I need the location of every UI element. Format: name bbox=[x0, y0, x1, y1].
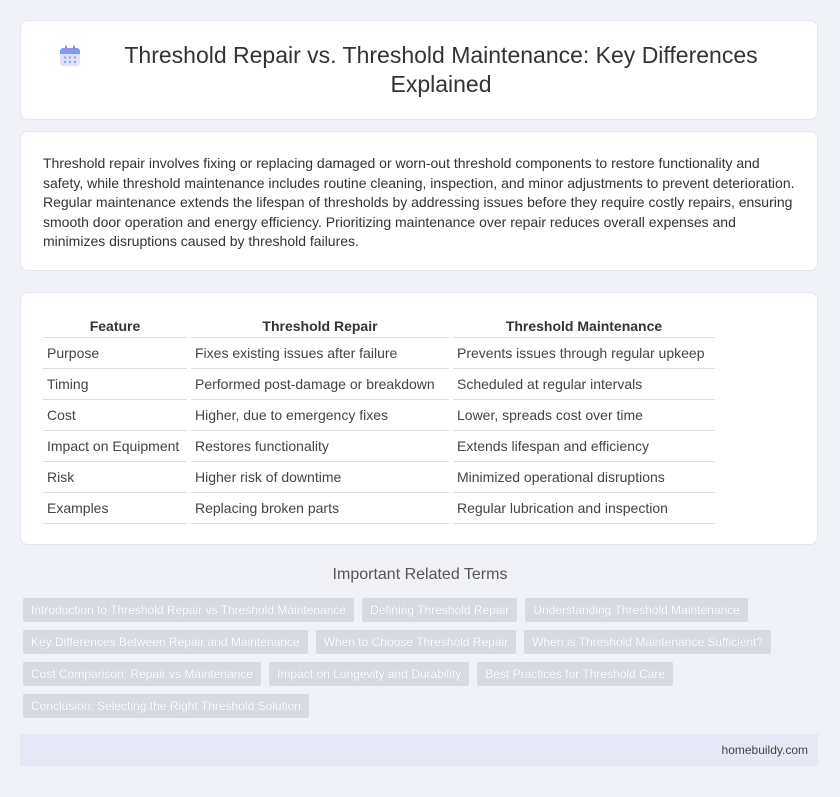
intro-text: Threshold repair involves fixing or replacing damaged or worn-out threshold components to restore functionality and safety, while threshold maintenance includes routine cleaning, inspection, and minor adjustments to prevent deterioration. Regular maintenance extends the lifespan of thresholds by addressing issues before they require costly repairs, ensuring smooth door operation and energy efficiency. Prioritizing maintenance over repair reduces overall expenses and minimizes disruptions caused by threshold failures. bbox=[43, 155, 795, 249]
table-cell: Performed post-damage or breakdown bbox=[191, 369, 449, 400]
table-cell: Extends lifespan and efficiency bbox=[453, 431, 715, 462]
table-row bbox=[43, 462, 715, 493]
intro-card bbox=[20, 131, 818, 271]
table-cell: Regular lubrication and inspection bbox=[453, 493, 715, 524]
table-cell: Minimized operational disruptions bbox=[453, 462, 715, 493]
header-inner bbox=[59, 41, 779, 99]
related-term-tag[interactable]: Impact on Longevity and Durability bbox=[269, 662, 469, 686]
related-terms-title: Important Related Terms bbox=[332, 566, 508, 583]
table-row bbox=[43, 369, 715, 400]
page-title: Threshold Repair vs. Threshold Maintenance: Key Differences Explained bbox=[124, 42, 758, 97]
table-cell: Prevents issues through regular upkeep bbox=[453, 338, 715, 369]
table-cell: Fixes existing issues after failure bbox=[191, 338, 449, 369]
footer-site[interactable]: homebuildy.com bbox=[721, 743, 808, 757]
related-term-tag[interactable]: Cost Comparison: Repair vs Maintenance bbox=[23, 662, 261, 686]
footer bbox=[20, 734, 818, 766]
table-row bbox=[43, 493, 715, 524]
table-cell: Restores functionality bbox=[191, 431, 449, 462]
related-term-tag[interactable]: Conclusion: Selecting the Right Threshold Solution bbox=[23, 694, 309, 718]
related-term-tag[interactable]: Defining Threshold Repair bbox=[362, 598, 517, 622]
related-term-tag[interactable]: Best Practices for Threshold Care bbox=[477, 662, 673, 686]
column-header-feature: Feature bbox=[43, 315, 187, 338]
table-cell: Risk bbox=[43, 462, 187, 493]
table-cell: Higher risk of downtime bbox=[191, 462, 449, 493]
comparison-table-card bbox=[20, 292, 818, 545]
related-term-tag[interactable]: Key Differences Between Repair and Maintenance bbox=[23, 630, 308, 654]
comparison-table bbox=[39, 315, 719, 524]
table-header-row bbox=[43, 315, 715, 338]
table-cell: Purpose bbox=[43, 338, 187, 369]
related-term-tag[interactable]: When is Threshold Maintenance Sufficient? bbox=[524, 630, 771, 654]
table-cell: Cost bbox=[43, 400, 187, 431]
related-term-tag[interactable]: When to Choose Threshold Repair bbox=[316, 630, 517, 654]
table-cell: Impact on Equipment bbox=[43, 431, 187, 462]
related-term-tag[interactable]: Introduction to Threshold Repair vs Threshold Maintenance bbox=[23, 598, 354, 622]
table-cell: Timing bbox=[43, 369, 187, 400]
table-cell: Lower, spreads cost over time bbox=[453, 400, 715, 431]
column-header-maintenance: Threshold Maintenance bbox=[453, 315, 715, 338]
column-header-repair: Threshold Repair bbox=[191, 315, 449, 338]
table-cell: Scheduled at regular intervals bbox=[453, 369, 715, 400]
calendar-icon bbox=[59, 45, 81, 67]
header-card bbox=[20, 20, 818, 120]
table-cell: Higher, due to emergency fixes bbox=[191, 400, 449, 431]
table-cell: Replacing broken parts bbox=[191, 493, 449, 524]
related-terms-tags bbox=[23, 598, 823, 718]
table-row bbox=[43, 400, 715, 431]
table-cell: Examples bbox=[43, 493, 187, 524]
table-row bbox=[43, 338, 715, 369]
table-row bbox=[43, 431, 715, 462]
related-term-tag[interactable]: Understanding Threshold Maintenance bbox=[525, 598, 748, 622]
